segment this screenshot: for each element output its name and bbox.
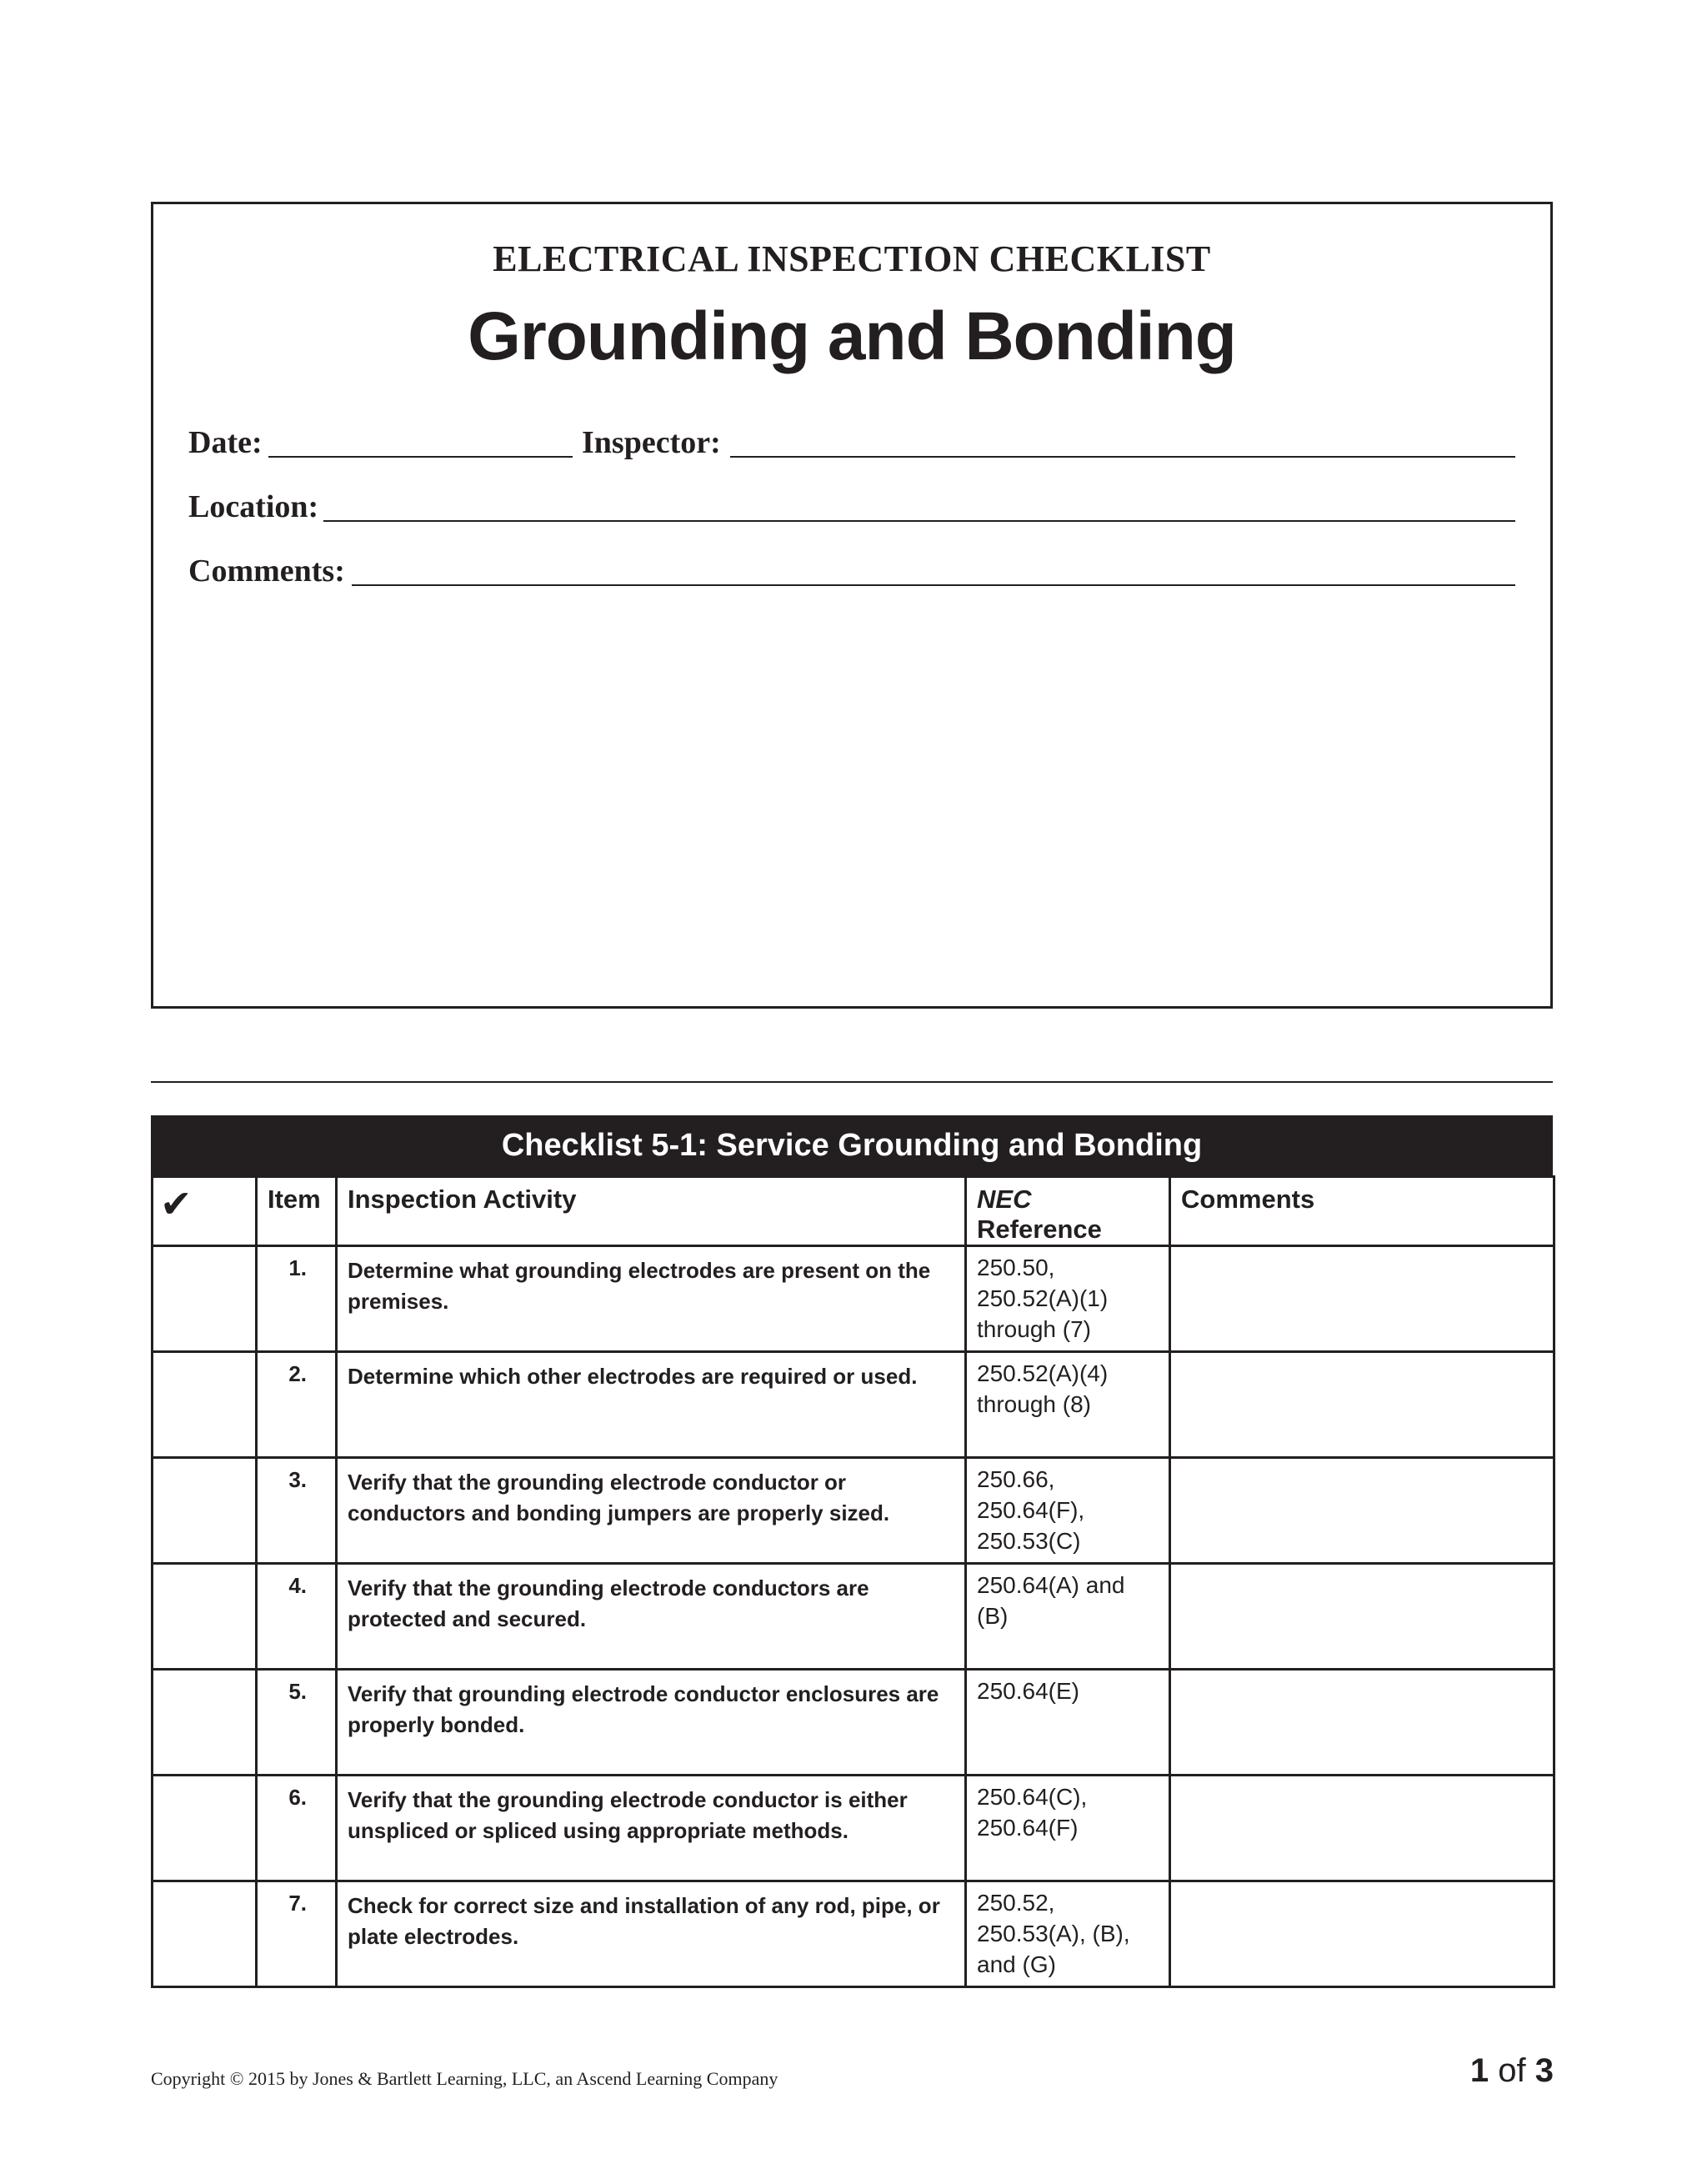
page-current: 1 xyxy=(1469,2052,1489,2089)
header-box xyxy=(151,202,1553,1009)
inspection-activity: Verify that the grounding electrode conductor is either unspliced or spliced using appropriate methods. xyxy=(337,1776,966,1881)
comments-cell[interactable] xyxy=(1170,1246,1554,1352)
item-number: 2. xyxy=(257,1352,337,1458)
page-number xyxy=(1470,2052,1554,2090)
checklist-title: Checklist 5-1: Service Grounding and Bonding xyxy=(151,1115,1553,1175)
check-cell[interactable] xyxy=(153,1352,257,1458)
checklist-overline: ELECTRICAL INSPECTION CHECKLIST xyxy=(493,238,1211,279)
nec-reference: 250.64(A) and (B) xyxy=(966,1564,1170,1670)
comments-cell[interactable] xyxy=(1170,1670,1554,1776)
nec-reference: 250.52(A)(4) through (8) xyxy=(966,1352,1170,1458)
comments-row xyxy=(188,549,1515,591)
section-divider xyxy=(151,1081,1553,1083)
inspection-activity: Verify that the grounding electrode conductors are protected and secured. xyxy=(337,1564,966,1670)
inspection-activity: Check for correct size and installation of any rod, pipe, or plate electrodes. xyxy=(337,1881,966,1987)
comments-label: Comments: xyxy=(188,554,345,589)
check-cell[interactable] xyxy=(153,1776,257,1881)
item-number: 7. xyxy=(257,1881,337,1987)
inspection-activity: Determine which other electrodes are required or used. xyxy=(337,1352,966,1458)
reference-column-header xyxy=(966,1177,1170,1246)
comments-cell[interactable] xyxy=(1170,1458,1554,1564)
reference-label: Reference xyxy=(977,1215,1102,1244)
page-total: 3 xyxy=(1534,2052,1554,2089)
page-of: of xyxy=(1498,2052,1526,2089)
table-row xyxy=(153,1352,1554,1458)
nec-reference: 250.64(E) xyxy=(966,1670,1170,1776)
activity-column-header: Inspection Activity xyxy=(337,1177,966,1246)
comments-cell[interactable] xyxy=(1170,1352,1554,1458)
table-row xyxy=(153,1881,1554,1987)
location-label: Location: xyxy=(188,489,319,524)
nec-reference: 250.50, 250.52(A)(1) through (7) xyxy=(966,1246,1170,1352)
table-row xyxy=(153,1776,1554,1881)
table-row xyxy=(153,1670,1554,1776)
item-number: 3. xyxy=(257,1458,337,1564)
item-number: 1. xyxy=(257,1246,337,1352)
location-field[interactable] xyxy=(323,520,1515,522)
table-header-row xyxy=(153,1177,1554,1246)
check-cell[interactable] xyxy=(153,1881,257,1987)
check-cell[interactable] xyxy=(153,1458,257,1564)
location-row xyxy=(188,485,1515,527)
checkmark-icon: ✔ xyxy=(153,1177,257,1246)
copyright-notice: Copyright © 2015 by Jones & Bartlett Learning, LLC, an Ascend Learning Company xyxy=(151,2068,778,2089)
nec-reference: 250.64(C), 250.64(F) xyxy=(966,1776,1170,1881)
nec-reference: 250.52, 250.53(A), (B), and (G) xyxy=(966,1881,1170,1987)
inspector-label: Inspector: xyxy=(582,425,721,460)
inspector-field[interactable] xyxy=(730,456,1515,458)
inspection-activity: Verify that grounding electrode conductor enclosures are properly bonded. xyxy=(337,1670,966,1776)
comments-cell[interactable] xyxy=(1170,1776,1554,1881)
comments-cell[interactable] xyxy=(1170,1564,1554,1670)
date-label: Date: xyxy=(188,425,263,460)
item-number: 6. xyxy=(257,1776,337,1881)
table-row xyxy=(153,1246,1554,1352)
item-number: 4. xyxy=(257,1564,337,1670)
nec-label: NEC xyxy=(977,1185,1032,1214)
page-title: Grounding and Bonding xyxy=(468,298,1236,374)
date-field[interactable] xyxy=(268,456,573,458)
checklist-table xyxy=(151,1115,1553,1988)
inspection-activity: Verify that the grounding electrode conductor or conductors and bonding jumpers are properly sized. xyxy=(337,1458,966,1564)
check-cell[interactable] xyxy=(153,1564,257,1670)
item-number: 5. xyxy=(257,1670,337,1776)
date-inspector-row xyxy=(188,421,1515,463)
comments-field[interactable] xyxy=(352,584,1515,586)
item-column-header: Item xyxy=(257,1177,337,1246)
comments-cell[interactable] xyxy=(1170,1881,1554,1987)
nec-reference: 250.66, 250.64(F), 250.53(C) xyxy=(966,1458,1170,1564)
check-cell[interactable] xyxy=(153,1246,257,1352)
inspection-activity: Determine what grounding electrodes are present on the premises. xyxy=(337,1246,966,1352)
table-row xyxy=(153,1458,1554,1564)
check-cell[interactable] xyxy=(153,1670,257,1776)
comments-column-header: Comments xyxy=(1170,1177,1554,1246)
table-row xyxy=(153,1564,1554,1670)
